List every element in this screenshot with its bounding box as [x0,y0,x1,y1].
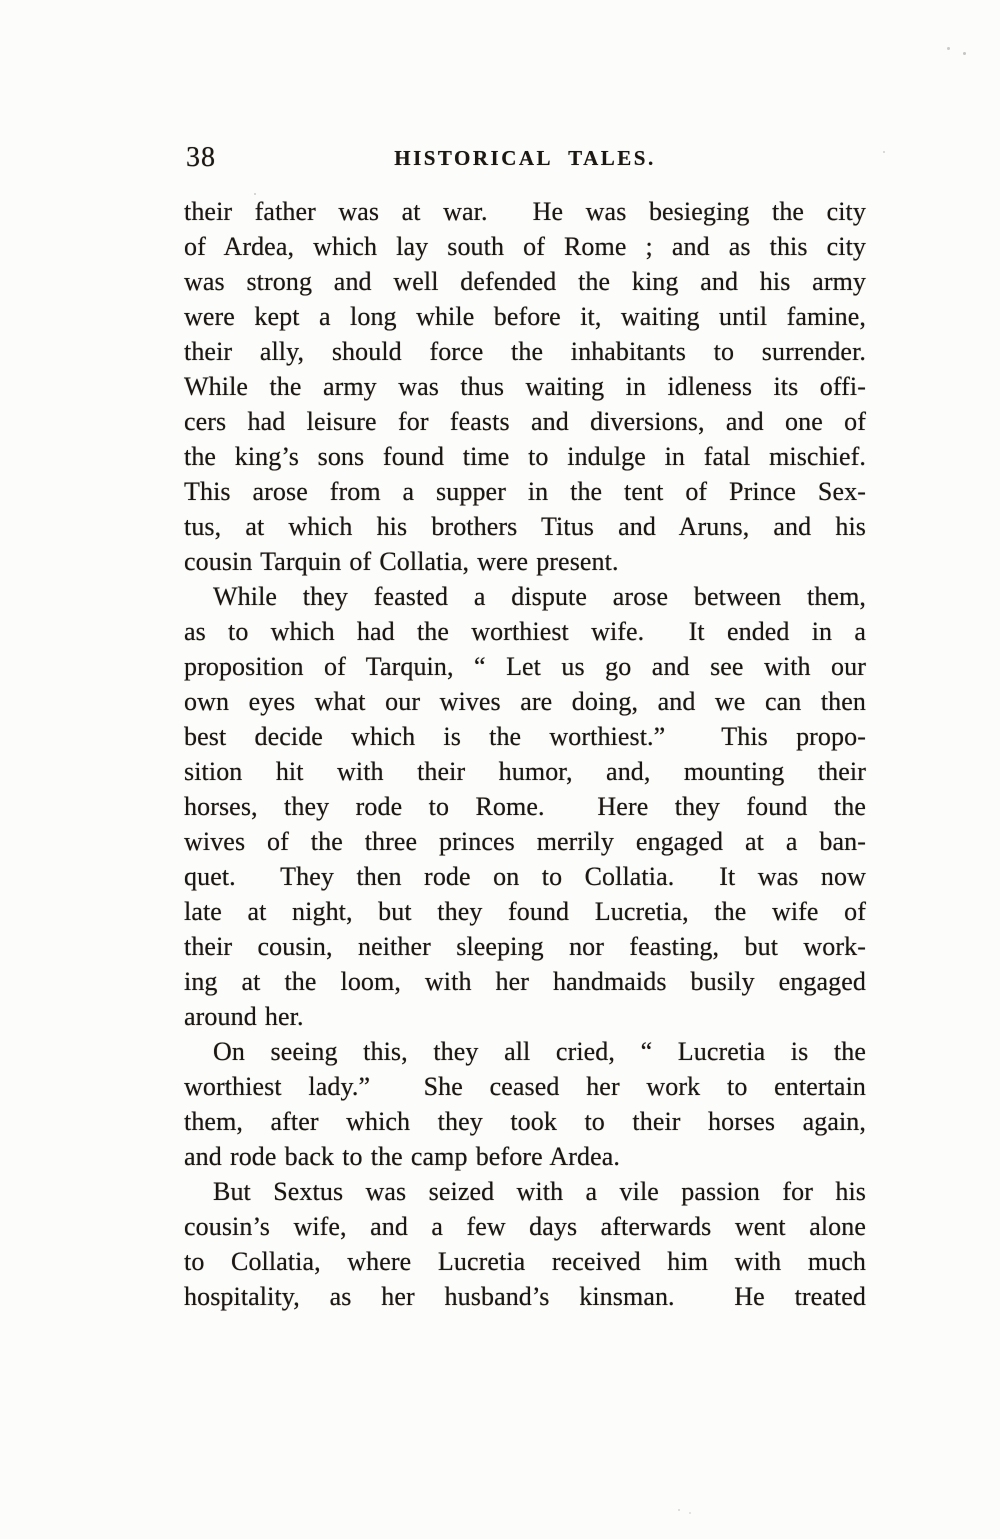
text-line: to Collatia, where Lucretia received him with much [184,1247,866,1276]
text-line: proposition of Tarquin, “ Let us go and see with our [184,652,866,681]
text-line: their father was at war. He was besieging the city [184,197,866,226]
dust-speck [947,47,950,50]
dust-speck [689,1512,691,1514]
text-line: of Ardea, which lay south of Rome ; and as this city [184,232,866,261]
dust-speck [883,151,885,153]
text-line: While the army was thus waiting in idleness its offi- [184,372,866,401]
dust-speck [254,193,256,195]
text-line: around her. [184,1002,304,1031]
text-line: hospitality, as her husband’s kinsman. He treated [184,1282,866,1311]
text-line: best decide which is the worthiest.” This propo- [184,722,866,751]
text-line: On seeing this, they all cried, “ Lucretia is the [213,1037,866,1066]
text-line: cousin Tarquin of Collatia, were present. [184,547,619,576]
text-line: wives of the three princes merrily engaged at a ban- [184,827,866,856]
dust-speck [678,1509,680,1511]
text-line: horses, they rode to Rome. Here they found the [184,792,866,821]
text-line: were kept a long while before it, waiting until famine, [184,302,866,331]
text-line: late at night, but they found Lucretia, the wife of [184,897,866,926]
text-line: cers had leisure for feasts and diversions, and one of [184,407,866,436]
text-line: their cousin, neither sleeping nor feasting, but work- [184,932,866,961]
text-line: them, after which they took to their horses again, [184,1107,866,1136]
page-number: 38 [186,142,216,173]
running-header: HISTORICAL TALES. [394,146,656,170]
text-line: their ally, should force the inhabitants to surrender. [184,337,866,366]
dust-speck [963,52,966,55]
text-line: worthiest lady.” She ceased her work to entertain [184,1072,866,1101]
text-line: tus, at which his brothers Titus and Aruns, and his [184,512,866,541]
text-line: and rode back to the camp before Ardea. [184,1142,620,1171]
text-line: own eyes what our wives are doing, and we can then [184,687,866,716]
text-line: was strong and well defended the king and his army [184,267,866,296]
text-line: sition hit with their humor, and, mounting their [184,757,866,786]
text-line: the king’s sons found time to indulge in fatal mischief. [184,442,866,471]
text-line: quet. They then rode on to Collatia. It was now [184,862,866,891]
text-line: While they feasted a dispute arose between them, [213,582,866,611]
body-text [184,194,866,1314]
text-line: ing at the loom, with her handmaids busily engaged [184,967,866,996]
text-line: But Sextus was seized with a vile passion for his [213,1177,866,1206]
text-line: This arose from a supper in the tent of Prince Sex- [184,477,866,506]
text-line: as to which had the worthiest wife. It ended in a [184,617,866,646]
text-line: cousin’s wife, and a few days afterwards went alone [184,1212,866,1241]
